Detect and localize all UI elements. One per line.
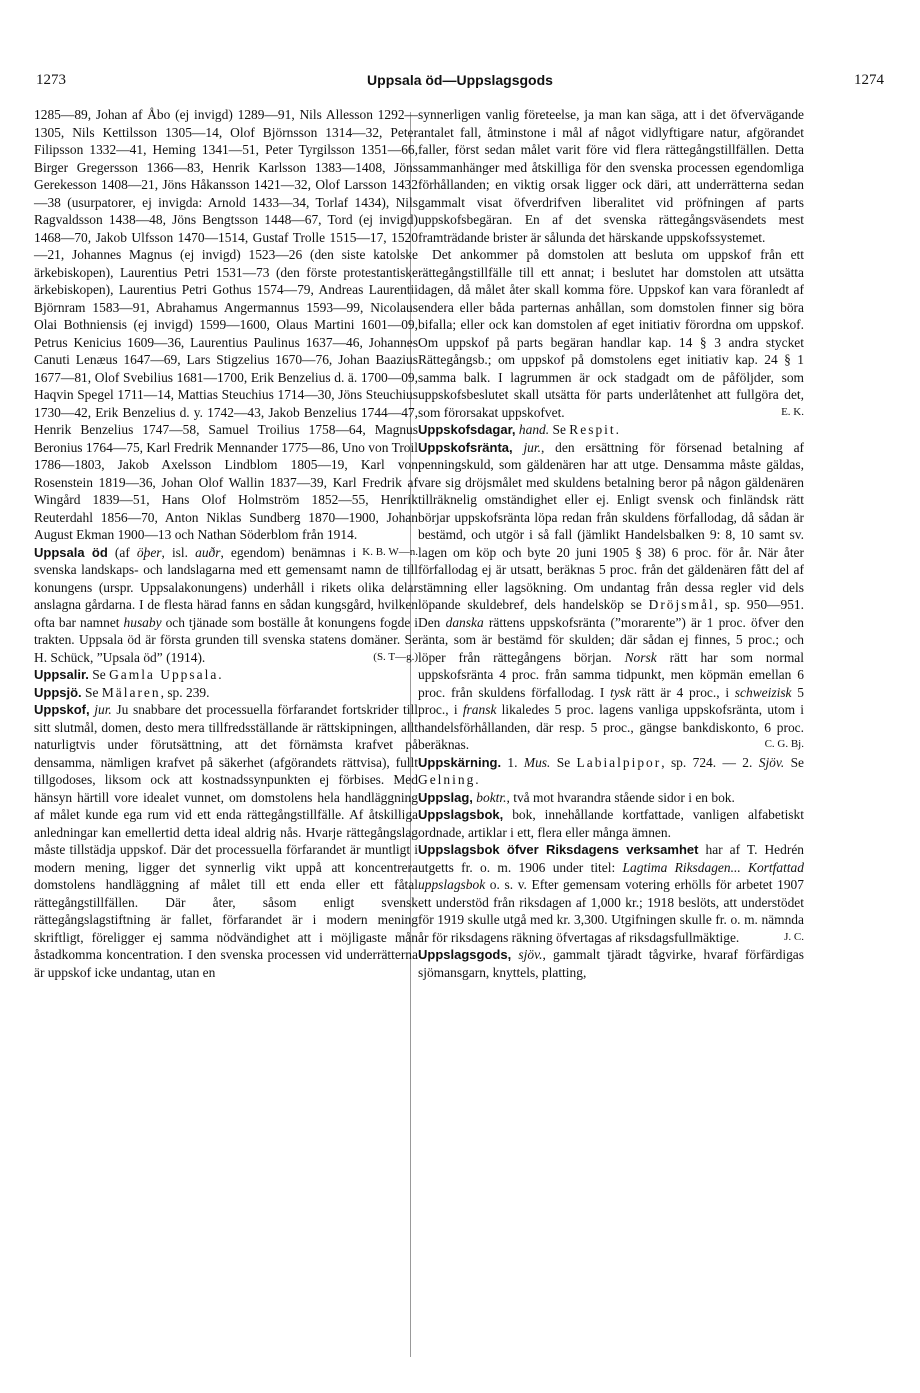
entry-uppsalir: Uppsalir. Se Gamla Uppsala.: [34, 667, 222, 682]
entry-uppslag: Uppslag, boktr., två mot hvarandra stående sidor i en bok.: [418, 789, 735, 805]
entry-uppslagsgods: Uppslagsgods, sjöv., gammalt tjäradt tågvirke, hvaraf förfärdigas sjömansgarn, knyttels, platting,: [418, 947, 804, 980]
page-number-right: 1274: [854, 72, 884, 88]
cross-reference: Gamla Uppsala: [109, 667, 219, 682]
cross-reference: Respit: [569, 422, 616, 437]
entry-uppslagsbok-riksdagen: Uppslagsbok öfver Riksdagens verksamhet har af T. Hedrén utgetts fr. o. m. 1906 under titel: Lagtima Riksdagen... Kortfattad uppslagsbok o. s. v. Efter gemensam votering erhölls för arbetet 1907 ett understöd från riksdagen af 1,000 kr.; 1918 beslöts, att understödet för 1919 skulle utgå med kr. 3,300. Utgifningen skulle fr. o. m. nämnda år för riksdagens räkning öfvertagas af riksdagsfullmäktige. J. C.: [418, 842, 804, 945]
headword: Uppsjö.: [34, 684, 82, 700]
entry-uppsala-od: Uppsala öd (af öþer, isl. auðr, egendom) benämnas i svenska landskaps- och landslagarna med ett gemensamt namn de till konungens (urspr. Uppsalakonungens) underhåll i rikets olika delar anslagna gårdarna. I de flesta härad fanns en sådan kungsgård, hvilken ofta bar namnet husaby och tjänade som boställe åt konungens fogde i trakten. Uppsala öd är första grunden till svenska statens domäner. Se H. Schück, ”Upsala öd” (1914). (S. T—g.): [34, 544, 418, 665]
paragraph: synnerligen vanlig företeelse, ja man kan säga, att i det öfvervägande antalet fall, åtminstone i mål af något vidlyftigare natur, afgörandet faller, först sedan målet varit före vid flera rättegångstillfällen. Detta sammanhänger med åtskilliga för den svenska processen egendomliga förhållanden; en viktig orsak ligger ock däri, att underrätterna sedan gammalt visat öfverdrifven liberalitet vid pröfningen af parts uppskofsbegäran. En af det svenska rättegångsväsendets mest framträdande brister är sålunda det härskande uppskofssystemet.: [418, 107, 804, 245]
cross-reference: Dröjsmål: [648, 597, 715, 612]
headword: Uppsala öd: [34, 544, 108, 560]
right-column: [418, 106, 804, 981]
author-signature: K. B. W—n.: [362, 545, 418, 558]
entry-uppslagsbok: Uppslagsbok, bok, innehållande kortfattade, vanligen alfabetiskt ordnade, artiklar i ett, flera eller många ämnen.: [418, 807, 804, 840]
entry-uppskof: Uppskof, jur. Ju snabbare det processuella förfarandet fortskrider till sitt slutmål, domen, desto mera tillfredsställande är rättskipningen, allt naturligtvis under förutsättning, att det förnämsta krafvet på densamma, nämligen krafvet på säkerhet (afgörandets rättvisa), fullt tillgodoses, liksom ock att kostnadssynpunkten ej förbises. Med hänsyn härtill vore idealet vunnet, om domstolens hela handläggning af målet kunde ega rum vid ett enda rättegångstillfälle. Af åtskilliga anledningar kan emellertid detta ideal aldrig nås. Hvarje rättegångslag måste tillstädja uppskof. Där det processuella förfarandet är muntligt i modern mening, ligger det synnerlig vikt uppå att koncentrera domstolens handläggning af målet till ett enda eller ett fåtal rättegångstillfällen. Där åter, såsom enligt svensk rättegångslagstiftning är fallet, förfarandet är i modern mening skriftligt, föreligger ej samma nödvändighet att i möjligaste mån åstadkomma koncentration. I den svenska processen vid underrätterna är uppskof icke undantag, utan en: [34, 702, 418, 980]
entry-uppskofsranta: Uppskofsränta, jur., den ersättning för försenad betalning af penningskuld, som gäldenären har att utge. Densamma måste gäldas, vare sig dröjsmålet med skuldens betalning beror på någon gäldenären tillräknelig omständighet eller ej. Enligt svensk och finländsk rätt börjar uppskofsränta löpa redan från skuldens förfallodag, då sådan är bestämd, och utgör i så fall (jämlikt Handelsbalken 9: 8, 10 samt sv. lagen om köp och byte 20 juni 1905 § 38) 6 proc. för år. När åter förfallodag ej är utsatt, beräknas 5 proc. från det gäldenären fått del af stämning eller lagsökning. Om undantag från dessa regler vid dels löpande skuldebref, dels handelsköp se Dröjsmål, sp. 950—951. Den danska rättens uppskofsränta (”morarente”) är 1 proc. öfver den ränta, som är bestämd för skulden; där sådan ej finnes, 5 proc.; och löper från rättegångens början. Norsk rätt har som normal uppskofsränta 4 proc. från samma tidpunkt, men köpmän emellan 6 proc. från skuldens förfallodag. I tysk rätt är 4 proc., i schweizisk 5 proc., i fransk likaledes 5 proc. lagens vanliga uppskofsränta, utom i handelsförhållanden, där resp. 5 proc., gängse bankdiskonto, 6 proc. beräknas. C. G. Bj.: [418, 439, 805, 752]
paragraph: Det ankommer på domstolen att besluta om uppskof från ett rättegångstillfälle till ett annat; i beslutet har domstolen att utsätta dagen, då målet åter skall komma före. Uppskof kan vara föranledt af endera eller båda parternas anhållan, som domstolen finner sig böra bifalla; eller ock kan domstolen af eget initiativ förordna om uppskof. Om uppskof på parts begäran handlar kap. 14 § 3 andra stycket Rättegångsb.; om uppskof på domstolens eget initiativ kap. 24 § 1 samma balk. I lagrummen är ock stadgadt om de påföljder, som uppskofsbeslutet skall utsätta för parts underlåtenhet att fullgöra det, som förorsakat uppskofvet. E. K.: [418, 247, 804, 420]
author-signature: C. G. Bj.: [764, 738, 804, 750]
cross-reference: Mälaren: [101, 684, 161, 700]
headword: Uppskofsränta,: [418, 439, 513, 455]
entry-uppsjo: Uppsjö. Se Mälaren, sp. 239.: [34, 684, 210, 700]
running-title: Uppsala öd—Uppslagsgods: [367, 72, 553, 88]
author-signature: E. K.: [781, 405, 804, 418]
headword: Uppskofsdagar,: [418, 422, 516, 437]
author-signature: J. C.: [784, 930, 804, 943]
author-signature: (S. T—g.): [373, 650, 418, 663]
headword: Uppslagsbok,: [418, 807, 504, 822]
headword: Uppsalir.: [34, 667, 89, 682]
headword: Uppslagsgods,: [418, 947, 512, 962]
headword: Uppskof,: [34, 702, 90, 717]
paragraph: 1285—89, Johan af Åbo (ej invigd) 1289—91, Nils Allesson 1292—1305, Nils Kettilsson 1305—14, Olof Björnsson 1314—32, Peter Filipsson 1332—41, Heming 1341—51, Peter Tyrgilsson 1351—66, Birger Gregersson 1366—83, Henrik Karlsson 1383—1408, Jöns Gerekesson 1408—21, Jöns Håkansson 1421—32, Olof Larsson 1432—38 (usurpatorer, ej invigda: Arnold 1433—34, Torlaf 1434), Nils Ragvaldsson 1438—48, Jöns Bengtsson 1448—67, Tord (ej invigd) 1468—70, Jakob Ulfsson 1470—1514, Gustaf Trolle 1515—17, 1520—21, Johannes Magnus (ej invigd) 1523—26 (den siste katolske ärkebiskopen), Laurentius Petri 1531—73 (den förste protestantiske ärkebiskopen), Laurentius Petri Gothus 1574—79, Andreas Laurentii Björnram 1583—91, Abrahamus Angermannus 1593—99, Nicolaus Olai Bothniensis (ej invigd) 1599—1600, Olaus Martini 1601—09, Petrus Kenicius 1609—36, Laurentius Paulinus 1637—46, Johannes Canuti Lenæus 1647—69, Lars Stigzelius 1670—76, Johan Baazius 1677—81, Olof Svebilius 1681—1700, Erik Benzelius d. ä. 1700—09, Haqvin Spegel 1711—14, Mattias Steuchius 1714—30, Jöns Steuchius 1730—42, Erik Benzelius d. y. 1742—43, Jakob Benzelius 1744—47, Henrik Benzelius 1747—58, Samuel Troilius 1758—64, Magnus Beronius 1764—75, Karl Fredrik Mennander 1775—86, Uno von Troil 1786—1803, Jakob Axelsson Lindblom 1805—19, Karl von Rosenstein 1819—36, Johan Olof Wallin 1837—39, Karl Fredrik af Wingård 1839—51, Hans Olof Holmström 1852—55, Henrik Reuterdahl 1856—70, Anton Niklas Sundberg 1870—1900, Johan August Ekman 1900—13 och Nathan Söderblom från 1914. K. B. W—n.: [34, 106, 418, 544]
headword: Uppskärning.: [418, 754, 502, 770]
cross-reference: Gelning: [418, 772, 476, 787]
page-header: [36, 72, 884, 96]
entry-uppskarning: Uppskärning. 1. Mus. Se Labialpipor, sp. 724. — 2. Sjöv. Se Gelning.: [418, 754, 805, 787]
page-number-left: 1273: [36, 72, 66, 88]
entry-uppskofsdagar: Uppskofsdagar, hand. Se Respit.: [418, 422, 619, 437]
left-column: [34, 106, 418, 981]
cross-reference: Labialpipor: [576, 754, 662, 770]
headword: Uppslagsbok öfver Riksdagens verksamhet: [418, 842, 699, 857]
headword: Uppslag,: [418, 789, 473, 805]
